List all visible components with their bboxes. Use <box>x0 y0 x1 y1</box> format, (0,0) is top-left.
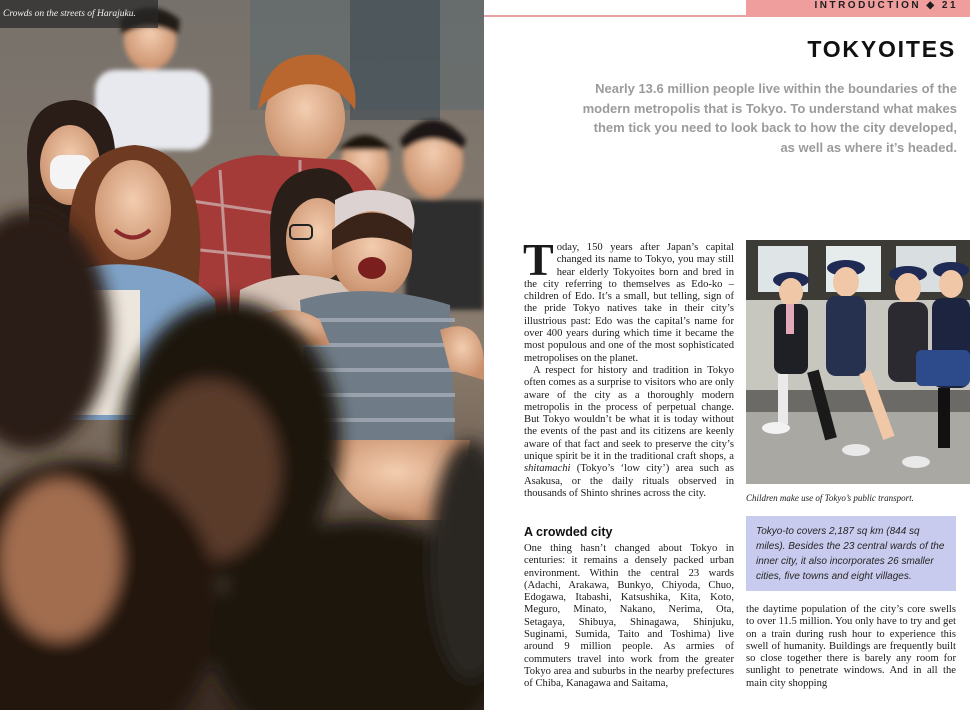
paragraph-2-italic-term: shitamachi <box>524 463 571 475</box>
running-header: INTRODUCTION ◆ 21 <box>746 0 970 17</box>
header-rule <box>484 15 746 17</box>
body-column-right <box>746 604 956 690</box>
paragraph-2-start: A respect for history and tradition in Tokyo often comes as a surprise to visitors who are only aware of the city as a thoroughly modern metropolis in the process of perpetual change. But Tokyo wouldn’t be what it is today without the events of the past and its citizens are keenly aware of that fact and seek to preserve the city’s unique spirit be it in the traditional craft shops, a <box>524 364 734 463</box>
body-paragraph-1 <box>523 234 734 365</box>
paragraph-2-end: (Tokyo’s ‘low city’) area such as Asakusa, or the daily rituals observed in thousands of Shinto shrines across the city. <box>524 463 734 499</box>
paragraph-1-text: oday, 150 years after Japan’s capital changed its name to Tokyo, you may still hear elderly Tokyoites born and bred in the city referring to themselves as Edo-ko – children of Edo. It’s a small, but telling, sign of the pride Tokyo natives take in their city’s illustrious past: Edo was the capital’s name for over 400 years during which time it became the most populous and one of the most sophisticated metropolises on the planet. <box>524 242 734 364</box>
drop-cap: T <box>523 234 554 285</box>
crowd-photo <box>0 0 484 710</box>
inset-photo <box>746 240 970 484</box>
body-column-left-lower <box>524 543 734 691</box>
inset-photo-illustration <box>746 240 970 484</box>
body-paragraph-2 <box>524 365 734 500</box>
intro-paragraph: Nearly 13.6 million people live within the boundaries of the modern metropolis that is Tokyo. To understand what makes them tick you need to look back to how the city developed, as well as where it’s headed. <box>582 81 957 155</box>
section-heading: A crowded city <box>524 525 613 539</box>
photo-caption: Crowds on the streets of Harajuku. <box>0 0 158 28</box>
fact-box: Tokyo-to covers 2,187 sq km (844 sq miles). Besides the 23 central wards of the inner city, it also incorporates 26 smaller cities, five towns and eight villages. <box>746 516 956 591</box>
body-paragraph-4: the daytime population of the city’s core swells to over 11.5 million. You only have to try and get on a train during rush hour to experience this swell of humanity. Buildings are frequently built so close together there is barely any room for sunlight to penetrate windows. And in all the main city shopping <box>746 604 956 689</box>
body-column-left <box>523 234 734 500</box>
text-page <box>484 0 970 710</box>
body-paragraph-3: One thing hasn’t changed about Tokyo in centuries: it remains a densely packed urban environment. Within the central 23 wards (Adachi, Arakawa, Bunkyo, Chiyoda, Chuo, Edogawa, Itabashi, Katsushika, Kita, Koto, Meguro, Minato, Nakano, Nerima, Ota, Setagaya, Shibuya, Shinagawa, Shinjuku, Suginami, Sumida, Taito and Toshima) live around 9 million people. As armies of commuters travel into work from the greater Tokyo area and suburbs in the nearby prefectures of Chiba, Kanagawa and Saitama, <box>524 543 734 690</box>
page-title: TOKYOITES <box>807 36 956 62</box>
inset-photo-caption: Children make use of Tokyo’s public transport. <box>746 493 914 503</box>
crowd-photo-illustration <box>0 0 484 710</box>
